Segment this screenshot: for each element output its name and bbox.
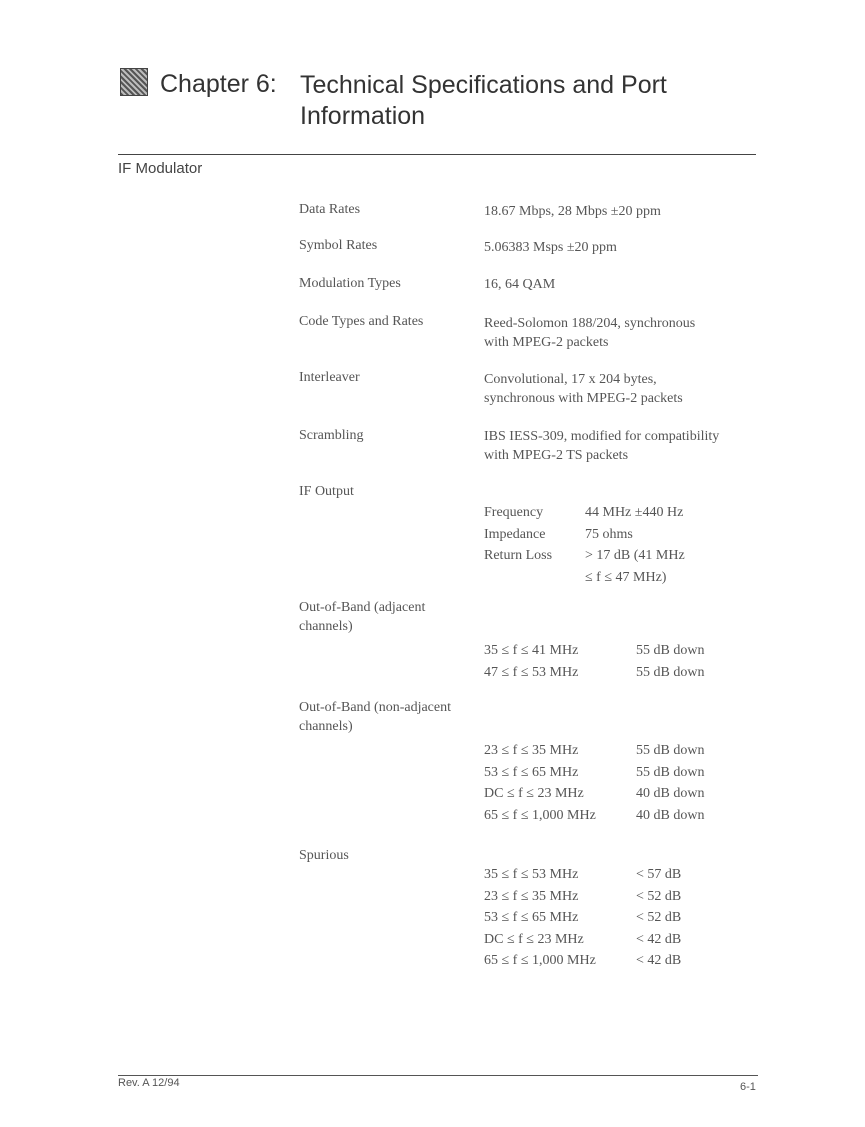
spurious-range: 35 ≤ f ≤ 53 MHz: [484, 867, 579, 882]
spec-value-symbol-rates: 5.06383 Msps ±20 ppm: [484, 240, 617, 255]
spec-label-spurious: Spurious: [299, 848, 349, 863]
spec-value-code-types: [484, 314, 764, 352]
chapter-label: Chapter 6:: [160, 70, 277, 98]
table-row: [484, 907, 681, 929]
spec-value-modulation-types: 16, 64 QAM: [484, 277, 556, 292]
if-output-value: 75 ohms: [585, 526, 633, 542]
oob-nonadjacent-value: 40 dB down: [636, 786, 705, 801]
if-output-value: 44 MHz ±440 Hz: [585, 505, 684, 520]
if-output-value: ≤ f ≤ 47 MHz): [585, 569, 667, 585]
footer-page-number: 6-1: [740, 1081, 756, 1093]
spec-value-data-rates: 18.67 Mbps, 28 Mbps ±20 ppm: [484, 204, 661, 219]
header-rule: [118, 154, 756, 155]
spec-value-scrambling-line2: with MPEG-2 TS packets: [484, 448, 629, 463]
spurious-value: < 57 dB: [636, 867, 682, 882]
if-output-param: [484, 567, 585, 589]
oob-nonadjacent-range: 23 ≤ f ≤ 35 MHz: [484, 743, 579, 758]
spurious-range: 65 ≤ f ≤ 1,000 MHz: [484, 953, 596, 968]
if-output-value: > 17 dB (41 MHz: [585, 548, 685, 563]
if-output-param: Return Loss: [484, 548, 553, 563]
section-heading: IF Modulator: [118, 160, 203, 177]
spurious-table: [484, 864, 681, 972]
spec-label-oob-nonadjacent: Out-of-Band (non-adjacent channels): [299, 700, 451, 734]
oob-nonadjacent-range: 65 ≤ f ≤ 1,000 MHz: [484, 807, 596, 823]
table-row: [484, 567, 685, 589]
oob-adjacent-table: [484, 640, 704, 683]
oob-nonadjacent-table: [484, 740, 704, 826]
if-output-param: Impedance: [484, 526, 546, 542]
spec-value-code-types-line1: Reed-Solomon 188/204, synchronous: [484, 316, 696, 331]
table-row: [484, 950, 681, 972]
table-row: [484, 640, 704, 662]
spec-label-scrambling: Scrambling: [299, 428, 364, 443]
spurious-value: < 42 dB: [636, 953, 682, 968]
table-row: [484, 929, 681, 951]
spurious-range: 23 ≤ f ≤ 35 MHz: [484, 888, 579, 904]
spec-label-if-output: IF Output: [299, 484, 354, 499]
spec-value-scrambling-line1: IBS IESS-309, modified for compatibility: [484, 429, 720, 444]
spec-label-data-rates: Data Rates: [299, 202, 361, 217]
footer-revision: Rev. A 12/94: [118, 1077, 180, 1089]
oob-adjacent-value: 55 dB down: [636, 643, 705, 658]
spec-label-code-types: Code Types and Rates: [299, 314, 424, 329]
table-row: [484, 783, 704, 805]
oob-adjacent-range: 47 ≤ f ≤ 53 MHz: [484, 664, 579, 680]
oob-nonadjacent-value: 55 dB down: [636, 764, 705, 780]
table-row: [484, 864, 681, 886]
spurious-value: < 52 dB: [636, 888, 682, 904]
if-output-param: Frequency: [484, 505, 544, 520]
spec-label-interleaver: Interleaver: [299, 370, 360, 385]
spec-label-oob-adjacent: Out-of-Band (adjacent channels): [299, 600, 426, 634]
spurious-range: DC ≤ f ≤ 23 MHz: [484, 931, 584, 947]
oob-adjacent-range: 35 ≤ f ≤ 41 MHz: [484, 643, 579, 658]
oob-nonadjacent-value: 40 dB down: [636, 807, 705, 823]
spec-value-interleaver: [484, 370, 764, 408]
oob-nonadjacent-range: DC ≤ f ≤ 23 MHz: [484, 786, 584, 801]
chapter-title: Technical Specifications and Port Information: [300, 71, 667, 130]
table-row: [484, 740, 704, 762]
oob-nonadjacent-value: 55 dB down: [636, 743, 705, 758]
spec-value-interleaver-line2: synchronous with MPEG-2 packets: [484, 391, 683, 406]
table-row: [484, 886, 681, 908]
table-row: [484, 524, 685, 546]
footer-rule: [118, 1075, 758, 1076]
oob-nonadjacent-range: 53 ≤ f ≤ 65 MHz: [484, 764, 579, 780]
oob-adjacent-value: 55 dB down: [636, 664, 705, 680]
spec-value-interleaver-line1: Convolutional, 17 x 204 bytes,: [484, 372, 657, 387]
if-output-table: [484, 502, 685, 588]
table-row: [484, 502, 685, 524]
spurious-range: 53 ≤ f ≤ 65 MHz: [484, 910, 579, 925]
table-row: [484, 662, 704, 684]
table-row: [484, 762, 704, 784]
chapter-icon: [120, 68, 148, 96]
spurious-value: < 52 dB: [636, 910, 682, 925]
spec-value-code-types-line2: with MPEG-2 packets: [484, 335, 609, 350]
table-row: [484, 805, 704, 827]
spurious-value: < 42 dB: [636, 931, 682, 947]
table-row: [484, 545, 685, 567]
spec-value-scrambling: [484, 427, 764, 465]
spec-label-modulation-types: Modulation Types: [299, 276, 401, 291]
spec-label-symbol-rates: Symbol Rates: [299, 238, 378, 253]
